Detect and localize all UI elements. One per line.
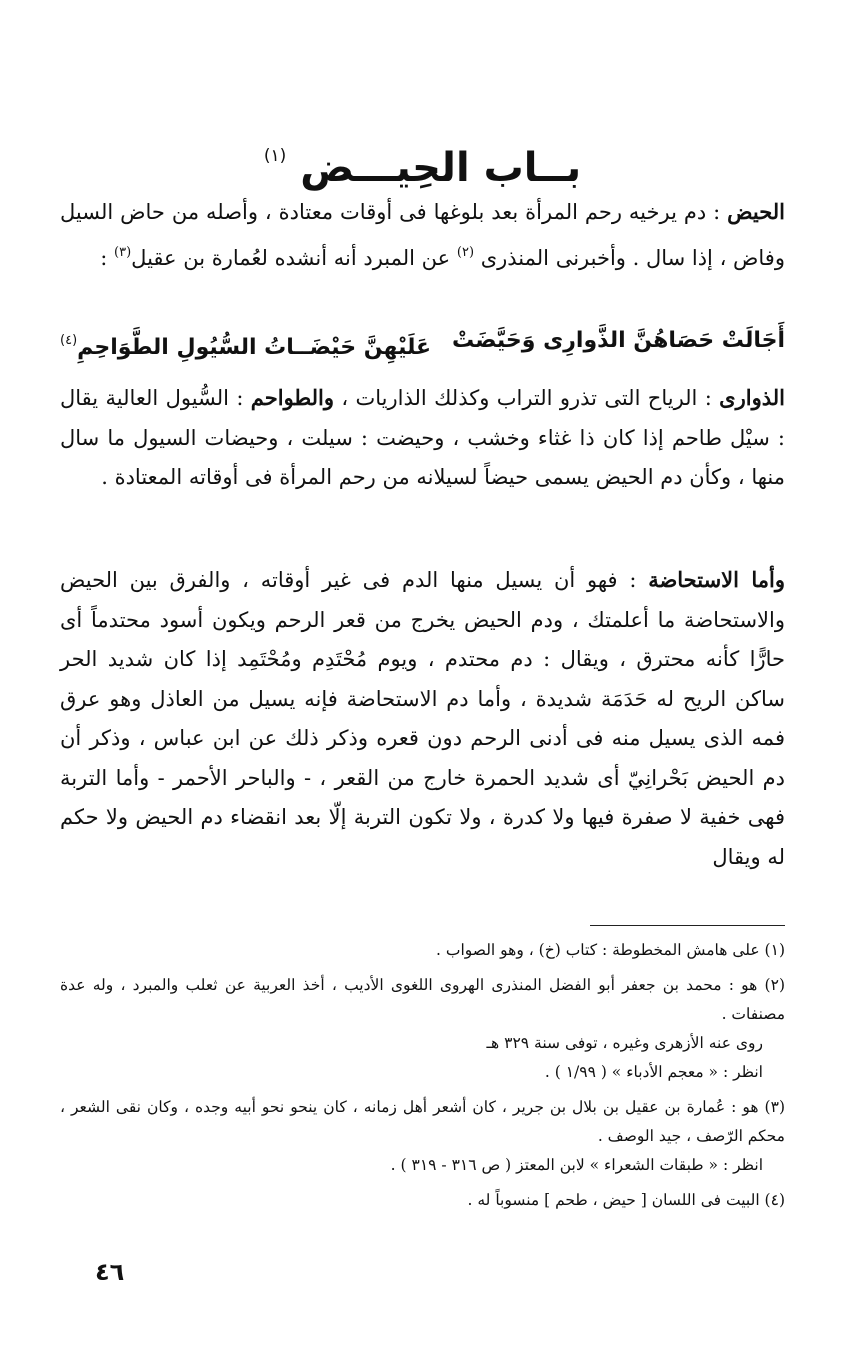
footnote-2: (٢) هو : محمد بن جعفر أبو الفضل المنذرى الهروى اللغوى الأديب ، أخذ العربية عن ثعلب والمبرد ، وله عدة مصنفات . xyxy=(60,976,785,1023)
footnote-3: (٣) هو : عُمارة بن عقيل بن بلال بن جرير ، كان أشعر أهل زمانه ، كان ينحو نحو أبيه وجده ، وكان نقى الشعر ، محكم الرّصف ، جيد الوصف . xyxy=(60,1098,785,1145)
footnotes xyxy=(60,936,785,1215)
istihada-text: : فهو أن يسيل منها الدم فى غير أوقاته ، والفرق بين الحيض والاستحاضة ما أعلمتك ، ودم الحيض يخرج من قعر الرحم ويكون أسود محتدماً أى حارًّا كأنه محترق ، ويقال : دم محتدم ، ويوم مُحْتَدِم ومُحْتَمِد إذا كان شديد الحر ساكن الريح له حَدَمَة شديدة ، وأما دم الاستحاضة فإنه يسيل من العاذل وهو عرق فمه الذى يسيل منه فى أدنى الرحم دون قعره وذكر ذلك عن ابن عباس ، وذكر أن دم الحيض بَحْرانِيّ أى شديد الحمرة خارج من القعر ، - والباحر الأحمر - وأما التربة فهى خفية لا صفرة فيها ولا كدرة ، ولا تكون التربة إلّا بعد انقضاء دم الحيض ولا حكم له ويقال xyxy=(60,568,785,869)
term-haid: الحيض xyxy=(727,199,785,224)
footnote-divider xyxy=(590,925,785,926)
page-number: ٤٦ xyxy=(95,1258,125,1286)
intro-text-b: عن المبرد أنه أنشده لعُمارة بن عقيل xyxy=(131,245,457,270)
footnote-4: (٤) البيت فى اللسان [ حيض ، طحم ] منسوباً له . xyxy=(467,1191,785,1209)
intro-text-a: : دم يرخيه رحم المرأة بعد بلوغها فى أوقات معتادة ، وأصله من حاض السيل وفاض ، إذا سال . وأخبرنى المنذرى xyxy=(60,200,785,270)
footnote-1: (١) على هامش المخطوطة : كتاب (خ) ، وهو الصواب . xyxy=(436,941,785,959)
chapter-title-text: بــاب الحِيـــض xyxy=(300,145,582,191)
term-dhawari: الذوارى xyxy=(719,385,785,410)
intro-text-c: : xyxy=(100,245,115,270)
footnote-2-cont-2: انظر : « معجم الأدباء » ( ١/٩٩ ) . xyxy=(544,1063,763,1081)
poetry-verse xyxy=(60,318,785,371)
verse-second-hemistich xyxy=(60,318,431,371)
verse-first-hemistich: أَجَالَتْ حَصَاهُنَّ الذَّوارِى وَحَيَّضَتْ xyxy=(451,328,785,353)
footnote-ref-3: (٣) xyxy=(114,244,132,260)
verse-second-text: عَلَيْهِنَّ حَيْضَــاتُ السُّيُولِ الطَّوَاحِمِ xyxy=(77,335,432,360)
istihada-paragraph xyxy=(60,560,785,877)
footnote-ref-4: (٤) xyxy=(60,333,78,348)
chapter-title xyxy=(60,128,785,196)
gloss-text-a: : الرياح التى تذرو التراب وكذلك الذاريات ، xyxy=(334,386,720,410)
footnote-ref-2: (٢) xyxy=(456,244,475,260)
footnote-2-cont-1: روى عنه الأزهرى وغيره ، توفى سنة ٣٢٩ هـ xyxy=(486,1034,763,1052)
term-istihada: وأما الاستحاضة xyxy=(648,567,785,592)
footnote-ref-1: (١) xyxy=(263,146,287,166)
gloss-text-b: : السُّيول العالية يقال : سيْل طاحم إذا كان ذا غثاء وخشب ، وحيضت : سيلت ، وحيضات السيول ما سال منها ، وكأن دم الحيض يسمى حيضاً لسيلانه من رحم المرأة فى أوقاته المعتادة . xyxy=(60,386,785,489)
gloss-paragraph xyxy=(60,378,785,498)
intro-paragraph xyxy=(60,192,785,278)
footnote-3-cont: انظر : « طبقات الشعراء » لابن المعتز ( ص ٣١٦ - ٣١٩ ) . xyxy=(390,1156,763,1174)
term-tawahim: والطواحم xyxy=(250,385,335,410)
book-page xyxy=(60,0,785,1355)
